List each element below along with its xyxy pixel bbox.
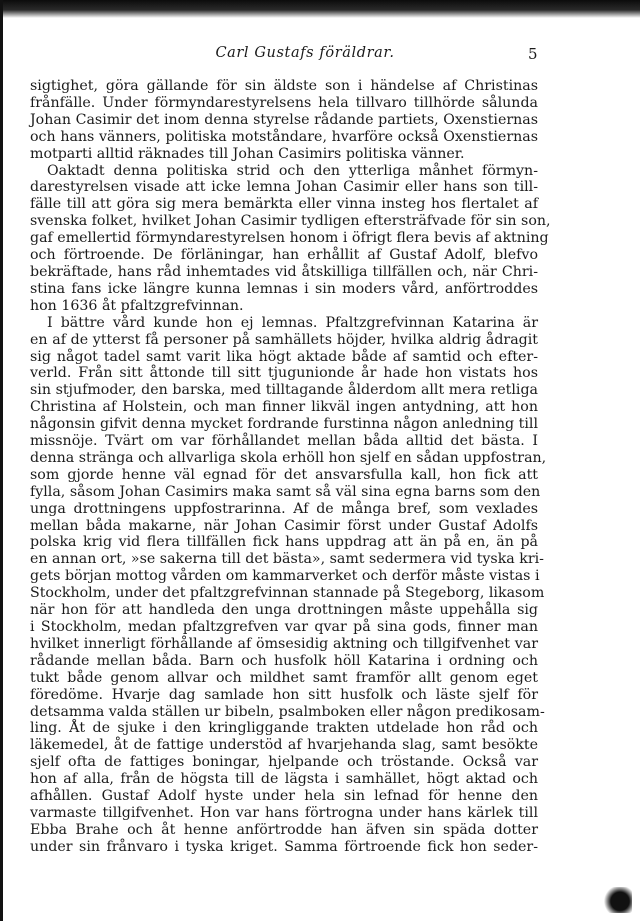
text-line: en af de ytterst få personer på samhällets höjder, hvilka aldrig ådragit (30, 331, 538, 348)
text-line: darestyrelsen visade att icke lemna Johan Casimir eller hans son till- (30, 179, 538, 196)
text-line: sigtighet, göra gällande för sin äldste son i händelse af Christinas (30, 78, 538, 94)
text-line: afhållen. Gustaf Adolf hyste under hela sin lefnad för henne den (30, 788, 538, 805)
text-line: när hon för att handleda den unga drottningen måste uppehålla sig (30, 602, 538, 619)
scan-corner-mark (602, 887, 632, 913)
text-line: Johan Casimir det inom denna styrelse rådande partiets, Oxenstiernas (30, 111, 538, 128)
text-line: sjelf ofta de fattiges boningar, hjelpande och tröstande. Också var (30, 754, 538, 771)
text-line: bekräftade, hans råd inhemtades vid åtskilliga tillfällen och, när Chri- (30, 263, 538, 280)
header-title: Carl Gustafs föräldrar. (215, 45, 395, 61)
text-line: motparti alltid räknades till Johan Casimirs politiska vänner. (30, 145, 465, 162)
paragraph-start-line: I bättre vård kunde hon ej lemnas. Pfaltzgrefvinnan Katarina är (47, 314, 538, 331)
text-line: Stockholm, under det pfaltzgrefvinnan stannade på Stegeborg, likasom (30, 585, 545, 602)
text-line: fälle till att göra sig mera bemärkta eller vinna insteg hos flertalet af (30, 196, 538, 213)
scan-left-edge (0, 0, 3, 921)
text-line: gaf emellertid förmyndarestyrelsen honom i öfrigt flera bevis af aktning (30, 230, 549, 247)
text-line: hon 1636 åt pfaltzgrefvinnan. (30, 297, 244, 314)
running-header (0, 45, 640, 67)
page-number: 5 (528, 45, 538, 63)
text-line: verld. Från sitt åttonde till sitt tjugunionde år hade hon vistats hos (30, 365, 538, 382)
body-text (30, 78, 551, 856)
text-line: hon af alla, från de högsta till de lägsta i samhället, högt aktad och (30, 771, 538, 788)
text-line: som gjorde henne väl egnad för det ansvarsfulla kall, hon fick att (30, 466, 538, 483)
paragraph-start-line: Oaktadt denna politiska strid och den ytterliga månhet förmyn- (47, 162, 538, 179)
text-line: sig något tadel samt varit lika högt aktade både af samtid och efter- (30, 348, 538, 365)
text-line: en annan ort, »se sakerna till det bästa», samt sedermera vid tyska kri- (30, 551, 544, 568)
text-line: tukt både genom allvar och mildhet samt framför allt genom eget (30, 669, 538, 686)
text-line: och förtroende. De förläningar, han erhållit af Gustaf Adolf, blefvo (30, 247, 538, 264)
text-line: föredöme. Hvarje dag samlade hon sitt husfolk och läste sjelf för (30, 686, 538, 703)
text-line: ling. Åt de sjuke i den kringliggande trakten utdelade hon råd och (30, 720, 538, 737)
text-line: fylla, såsom Johan Casimirs maka samt så väl sina egna barns som den (30, 483, 541, 500)
text-line: och hans vänners, politiska motståndare, hvarföre också Oxenstiernas (30, 128, 538, 145)
text-line: i Stockholm, medan pfaltzgrefven var qvar på sina gods, finner man (30, 619, 538, 635)
text-line: varmaste tillgifvenhet. Hon var hans förtrogna under hans kärlek till (30, 804, 538, 821)
text-line: hvilket innerligt förhållande af ömsesidig aktning och tillgifvenhet var (30, 635, 538, 652)
text-line: denna stränga och allvarliga skola erhöll hon sjelf en sådan uppfostran, (30, 449, 547, 466)
text-line: läkemedel, åt de fattige understöd af hvarjehanda slag, samt besökte (30, 737, 538, 754)
text-line: frånfälle. Under förmyndarestyrelsens hela tillvaro tillhörde sålunda (30, 94, 538, 111)
text-line: under sin frånvaro i tyska kriget. Samma förtroende fick hon seder- (30, 838, 538, 855)
text-line: polska krig vid flera tillfällen fick hans uppdrag att än på en, än på (30, 534, 538, 551)
text-line: missnöje. Tvärt om var förhållandet mellan båda alltid det bästa. I (30, 433, 538, 450)
text-line: sin stjufmoder, den barska, med tilltagande ålderdom allt mera retliga (30, 382, 538, 399)
text-line: gets början mottog vården om kammarverket och derför måste vistas i (30, 568, 540, 585)
text-line: mellan båda makarne, när Johan Casimir först under Gustaf Adolfs (30, 517, 538, 534)
text-line: någonsin gifvit denna mycket fordrande furstinna någon anledning till (30, 416, 538, 433)
text-line: Ebba Brahe och åt henne anförtrodde han äfven sin späda dotter (30, 821, 538, 838)
text-line: svenska folket, hvilket Johan Casimir tydligen eftersträfvade för sin son, (30, 213, 551, 230)
text-line: unga drottningens uppfostrarinna. Af de många bref, som vexlades (30, 500, 538, 517)
text-line: detsamma valda ställen ur bibeln, psalmboken eller någon predikosam- (30, 703, 545, 720)
text-line: Christina af Holstein, och man finner likväl ingen antydning, att hon (30, 399, 538, 416)
text-line: stina fans icke längre kunna lemnas i sin moders vård, anförtroddes (30, 280, 538, 297)
text-line: rådande mellan båda. Barn och husfolk höll Katarina i ordning och (30, 652, 538, 669)
scan-top-edge (0, 0, 640, 18)
